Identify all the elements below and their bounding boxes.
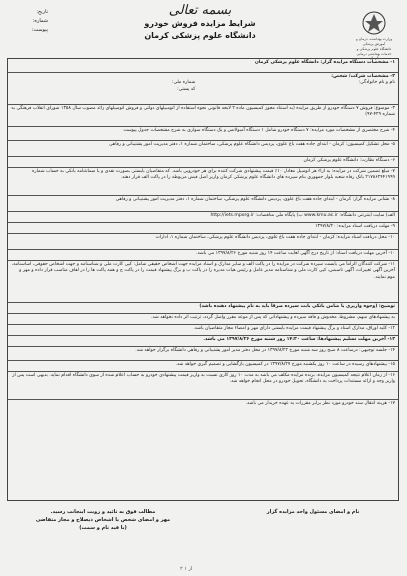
page-subtitle: دانشگاه علوم پزشکی کرمان: [144, 31, 256, 40]
letter-meta: [8, 8, 48, 35]
row-description: ۴- شرح مختصری از مشخصات مورد مزایده: ۷ دستگاه خودرو شامل ۱ دستگاه آمبولانس و یک دستگاه سواری به شرح مشخصات جدول پیوست: [8, 127, 398, 141]
stamp-text: مهر و امضای شخص یا اشخاص ذیصلاح و مجاز متقاضی: [35, 517, 171, 523]
row-invalid-bids: به پیشنهادهای مبهم، مشروط، مخدوش و فاقد سپرده و پیشنهاداتی که پس از موعد مقرر واصل گردد، ترتیب اثر داده نخواهد شد.: [8, 314, 398, 325]
row-envelopes: ۱۱- شرکت کنندگان الزاماً می بایست سپرده شرکت در مزایده را در پاکت الف و سایر مدارک و اسناد مزایده جهت اشخاص حقیقی شامل: کپی کارت ملی و شناسنامه و جهت اشخاص حقوقی، اساسنامه، آخرین آگهی تغییرات، آگهی تاسیس، کپی کارت ملی و شناسنامه مدیر عامل و رئیس هیات مدیره را در پاکت ب و برگ پیشنهاد قیمت را در پاکت ج و همه پاکت ها را در لفاف مناسب قرار داده و مهر و موم نمایند.: [8, 261, 398, 303]
signature-area: [7, 504, 399, 564]
attachment-label: پیوست:: [31, 27, 48, 33]
page-title: شرایط مزایده فروش خودرو: [144, 19, 256, 28]
name-field: نام و نام خانوادگی:: [358, 80, 395, 86]
row-subject: ۳- موضوع: فروش ۷ دستگاه خودرو از طریق مزایده (به استناد مجوز کمیسیون ماده ۲ لایحه قانونی نحوه استفاده از اتومبیلهای دولتی و فروش اتومبیلهای زائد مصوب سال ۱۳۵۸ شورای انقلاب فرهنگی به شماره ۴۲۹-۹۷): [8, 105, 398, 127]
document-header: [0, 4, 407, 58]
row-stamps: ۱۲- کلیه اوراق، مدارک اسناد و برگ پیشنهاد قیمت مزایده بایستی دارای مهر و امضاء مجاز متقاضیان باشد.: [8, 325, 398, 336]
confirmation-text: مطالب فوق به تائید و رویت اینجانب رسید.: [50, 509, 156, 515]
bidder-fields-2: [11, 87, 395, 93]
bidder-heading: ۲- مشخصات شرکت/ شخص:: [331, 74, 395, 79]
row-guarantee: ۷- مبلغ تضمین شرکت در مزایده: به ازاء هر اتومبیل معادل ۱۰٪ قیمت پیشنهادی شرکت کننده برای هر خودرویی باشد. که متقاضیان بایستی بصورت نقدی و یا ضمانتنامه بانکی به حساب شماره ۲۱۷۸۶۲۴۴۱۹۹۹ بانک رفاه شعبه بلوار جمهوری بنام سپرده های دانشگاه علوم پزشکی کرمان واریز اصل فیش مربوطه را در پاکت الف قرار دهند.: [8, 168, 398, 196]
page-number: ۲ از ۱: [180, 566, 193, 572]
ministry-caption: وزارت بهداشت، درمان و آموزش پزشکی: [355, 37, 393, 46]
basmala: بسمه تعالی: [168, 3, 232, 18]
auction-terms-table: [7, 58, 399, 501]
row-payment: ۱۶- از زمان اعلام نتیجه کمیسیون مزایده، برنده مزایده مکلف می باشد به مدت ۱۰ روز کاری نسبت به واریز قیمت پیشنهادی خودرو به حساب اعلام شده از سوی دانشگاه اقدام نماید. بدیهی است پس از واریز وجه و ارائه مستندات پرداخت به دانشگاه، تحویل خودرو در محل انجام خواهد شد.: [8, 372, 398, 400]
title-block: [110, 4, 290, 42]
row-commission-place: ۵- محل تشکیل کمیسیون: کرمان - ابتدای جاده هفت باغ علوی، پردیس دانشگاه علوم پزشکی، ساختمان شماره ۱، دفتر مدیریت امور پشتیبانی و رفاهی: [8, 141, 398, 157]
name-title-text: (با قید نام و سمت): [79, 525, 127, 531]
row-websites: الف) سایت اینترنتی دانشگاه: www.kmu.ac.ir ب) پایگاه ملی مناقصات: http://iets.mporg.ir: [8, 212, 398, 223]
postal-code-field: کد پستی:: [177, 86, 196, 92]
university-caption: دانشگاه علوم پزشکی و خدمات بهداشتی درمانی کرمان: [356, 47, 392, 60]
number-label: شماره:: [32, 18, 48, 24]
row-bidder: [8, 73, 398, 105]
row-briefing: ۱۴- جلسه توجیهی: درساعت ۸ صبح روز سه شنبه مورخ ۱۳۹۷/۸/۲۲ در محل دفتر مدیر امور پشتیبانی و رفاهی دانشگاه برگزار خواهد شد.: [8, 347, 398, 361]
date-label: تاریخ:: [36, 9, 48, 15]
national-id-field: شماره ملی:: [171, 80, 196, 86]
row-transfer-cost: ۱۷- هزینه انتقال سند خودرو مورد نظر برابر مقررات به عهده خریدار می باشد.: [245, 401, 395, 406]
row-opening: ۱۵- پیشنهادهای رسیده در ساعت ۱۰ روز یکشنبه مورخ ۱۳۹۷/۸/۲۷ در کمیسیون بازگشایی و تصمیم گیری خواهد شد.: [8, 361, 398, 372]
row-doc-deadline: ۹- مهلت دریافت اسناد مزایده: ۱۳۹۷/۸/۲۰: [8, 223, 398, 234]
row-organizer: ۱- مشخصات دستگاه مزایده گزار: دانشگاه علوم پزشکی کرمان: [8, 59, 398, 73]
university-logo: [353, 10, 395, 61]
emblem-icon: [361, 10, 387, 36]
row-supervisor: ۶- دستگاه نظارت: دانشگاه علوم پزشکی کرمان: [8, 157, 398, 168]
row-note: توضیح: (وجوه واریزی یا ضامن بانکی بابت سپرده صرفاً باید به نام پیشنهاد دهنده باشد): [8, 303, 398, 314]
bidder-signature: [13, 508, 193, 532]
organizer-signature: نام و امضای مسئول واحد مزایده گزار: [266, 509, 360, 515]
row-bid-deadline: ۱۳- آخرین مهلت تسلیم پیشنهادها: ساعت ۱۴:۳۰ روز شنبه مورخ ۱۳۹۷/۸/۲۶ می باشد.: [8, 336, 398, 347]
row-doc-place: ۱۰- محل دریافت اسناد مزایده: کرمان - ابتدای جاده هفت باغ علوی، پردیس دانشگاه علوم پزشکی، ساختمان شماره ۱، ادارات: [8, 234, 398, 250]
row-last-doc-date: ۱۰- آخرین مهلت دریافت اسناد: از تاریخ درج آگهی لغایت ساعت ۱۴ روز شنبه مورخ ۱۳۹۷/۸/۲۶ می باشد.: [8, 250, 398, 261]
row-organizer-address: ۸- نشانی مزایده گزار: کرمان - ابتدای جاده هفت باغ علوی، پردیس دانشگاه علوم پزشکی، ساختمان شماره ۱، دفتر مدیریت امور پشتیبانی و رفاهی: [8, 196, 398, 212]
